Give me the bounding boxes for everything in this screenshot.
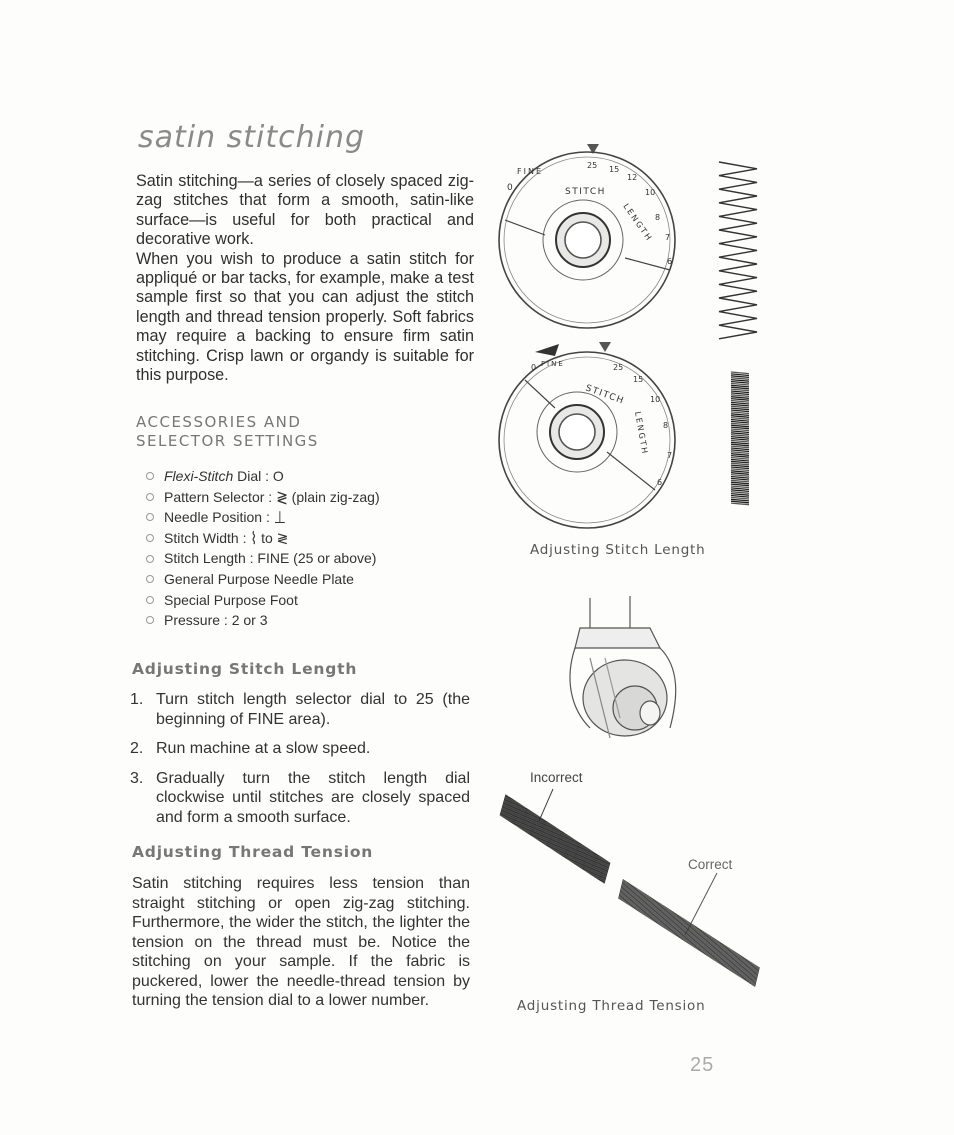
dial-number: 15	[633, 375, 644, 384]
steps-list	[130, 690, 470, 837]
list-item: Pattern Selector : ≷ (plain zig-zag)	[146, 487, 380, 508]
adjusting-length-heading: Adjusting Stitch Length	[132, 660, 358, 678]
dial-label-fine: FINE	[541, 360, 565, 368]
stitch-width-icon: ⌇	[250, 528, 258, 548]
dial-label-stitch: STITCH	[583, 383, 626, 407]
dial-number: 10	[645, 188, 656, 197]
list-item: Flexi-Stitch Dial : O	[146, 466, 380, 487]
turn-arrow-icon	[535, 344, 559, 356]
thread-tension-figure	[495, 785, 765, 995]
pointer-arrow-icon	[599, 342, 611, 352]
needle-position-icon: ⊥	[273, 507, 286, 527]
dial-number: 0	[531, 363, 537, 372]
dial-number: 10	[650, 395, 661, 404]
stitch-strip-incorrect	[500, 794, 610, 883]
list-item: 3. Gradually turn the stitch length dial clockwise until stitches are closely spaced and form a smooth surface.	[130, 769, 470, 826]
dial-number: 6	[667, 257, 673, 266]
intro-paragraph-1: Satin stitching—a series of closely spaced zig-zag stitches that form a smooth, satin-like surface—is useful for both practical and decorative work.	[136, 172, 474, 249]
list-item: Stitch Length : FINE (25 or above)	[146, 548, 380, 569]
pointer-line-incorrect	[539, 789, 553, 821]
dial-top	[499, 152, 675, 328]
zigzag-stitch-sample	[719, 162, 757, 339]
dial-number: 25	[587, 161, 598, 170]
dial-label-stitch: STITCH	[565, 187, 606, 197]
bullet-icon	[146, 493, 154, 501]
tension-text: Satin stitching requires less tension than straight stitching or open zig-zag stitching. Furthermore, the wider the stitch, the lighter the tension on the thread must be. Notice the stitching on your sample. If the fabric is puckered, lower the needle-thread tension by turning the tension dial to a lower number.	[132, 875, 470, 1009]
dial-bottom	[499, 352, 675, 528]
page-title: satin stitching	[138, 120, 366, 155]
dial-number: 0	[507, 183, 513, 193]
dial-number: 8	[655, 213, 661, 222]
satin-stitch-sample	[731, 372, 749, 505]
bullet-icon	[146, 596, 154, 604]
dial-number: 12	[627, 173, 638, 182]
bullet-icon	[146, 472, 154, 480]
presser-foot-figure	[560, 588, 690, 748]
bullet-icon	[146, 534, 154, 542]
accessories-heading: ACCESSORIES AND SELECTOR SETTINGS	[136, 413, 319, 450]
list-item: Pressure : 2 or 3	[146, 610, 380, 631]
stitch-strip-correct	[619, 879, 760, 986]
list-item: Needle Position : ⊥	[146, 507, 380, 528]
dial-label-fine: FINE	[517, 167, 543, 176]
list-item: Stitch Width : ⌇ to ≷	[146, 528, 380, 549]
label-correct: Correct	[688, 857, 733, 872]
intro-text	[136, 172, 474, 385]
dial-number: 7	[667, 451, 673, 460]
dial-label-length: LENGTH	[633, 410, 650, 456]
adjusting-tension-heading: Adjusting Thread Tension	[132, 843, 374, 861]
bullet-icon	[146, 575, 154, 583]
dial-number: 8	[663, 421, 669, 430]
intro-paragraph-2: When you wish to produce a satin stitch for appliqué or bar tacks, for example, make a test sample first so that you can adjust the stitch length and thread tension properly. Soft fabrics may require a backing to ensure firm satin stitching. Crisp lawn or organdy is suitable for this purpose.	[136, 249, 474, 385]
list-item: 1. Turn stitch length selector dial to 25 (the beginning of FINE area).	[130, 691, 470, 728]
caption-stitch-length: Adjusting Stitch Length	[530, 542, 706, 558]
page-number: 25	[690, 1054, 715, 1076]
label-incorrect: Incorrect	[530, 770, 583, 785]
bullet-icon	[146, 555, 154, 563]
list-item: General Purpose Needle Plate	[146, 569, 380, 590]
dial-number: 15	[609, 165, 620, 174]
settings-list	[146, 466, 380, 631]
bullet-icon	[146, 616, 154, 624]
list-item: 2. Run machine at a slow speed.	[130, 740, 371, 757]
dial-label-length: LENGTH	[621, 201, 655, 244]
caption-thread-tension: Adjusting Thread Tension	[517, 998, 706, 1014]
list-item: Special Purpose Foot	[146, 590, 380, 611]
dial-number: 7	[665, 233, 671, 242]
dial-number: 25	[613, 363, 624, 372]
stitch-length-dial-figure	[495, 140, 765, 540]
bullet-icon	[146, 513, 154, 521]
zigzag-pattern-icon: ≷	[276, 486, 288, 507]
dial-number: 6	[657, 478, 663, 487]
